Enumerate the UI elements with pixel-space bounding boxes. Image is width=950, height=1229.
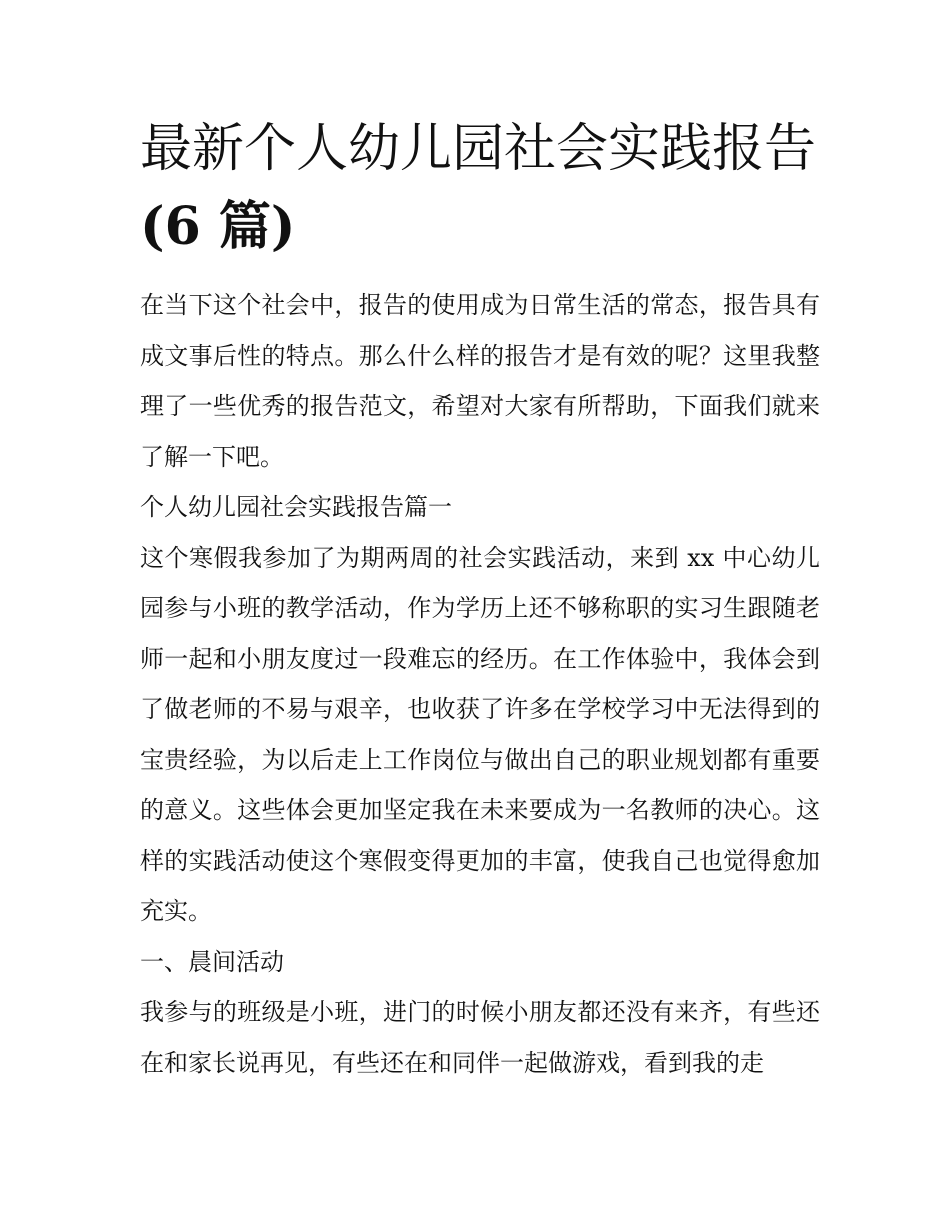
body-paragraph: 这个寒假我参加了为期两周的社会实践活动，来到 xx 中心幼儿园参与小班的教学活动，作为学历上还不够称职的实习生跟随老师一起和小朋友度过一段难忘的经历。在工作体验中，我体会到了做老师的不易与艰辛，也收获了许多在学校学习中无法得到的宝贵经验，为以后走上工作岗位与做出自己的职业规划都有重要的意义。这些体会更加坚定我在未来要成为一名教师的决心。这样的实践活动使这个寒假变得更加的丰富，使我自己也觉得愈加充实。 [140,543,820,925]
section-heading: 个人幼儿园社会实践报告篇一 [140,493,452,521]
document-body [140,110,820,1088]
subsection-heading: 一、晨间活动 [140,947,284,976]
title-line-2: (6 篇) [140,196,296,257]
body-paragraph: 我参与的班级是小班，进门的时候小朋友都还没有来齐，有些还在和家长说再见，有些还在和同伴一起做游戏，看到我的走 [140,998,820,1077]
intro-paragraph: 在当下这个社会中，报告的使用成为日常生活的常态，报告具有成文事后性的特点。那么什么样的报告才是有效的呢？这里我整理了一些优秀的报告范文，希望对大家有所帮助，下面我们就来了解一下吧。 [140,291,820,471]
title-line-1: 最新个人幼儿园社会实践报告 [140,119,817,179]
document-title [140,110,820,266]
